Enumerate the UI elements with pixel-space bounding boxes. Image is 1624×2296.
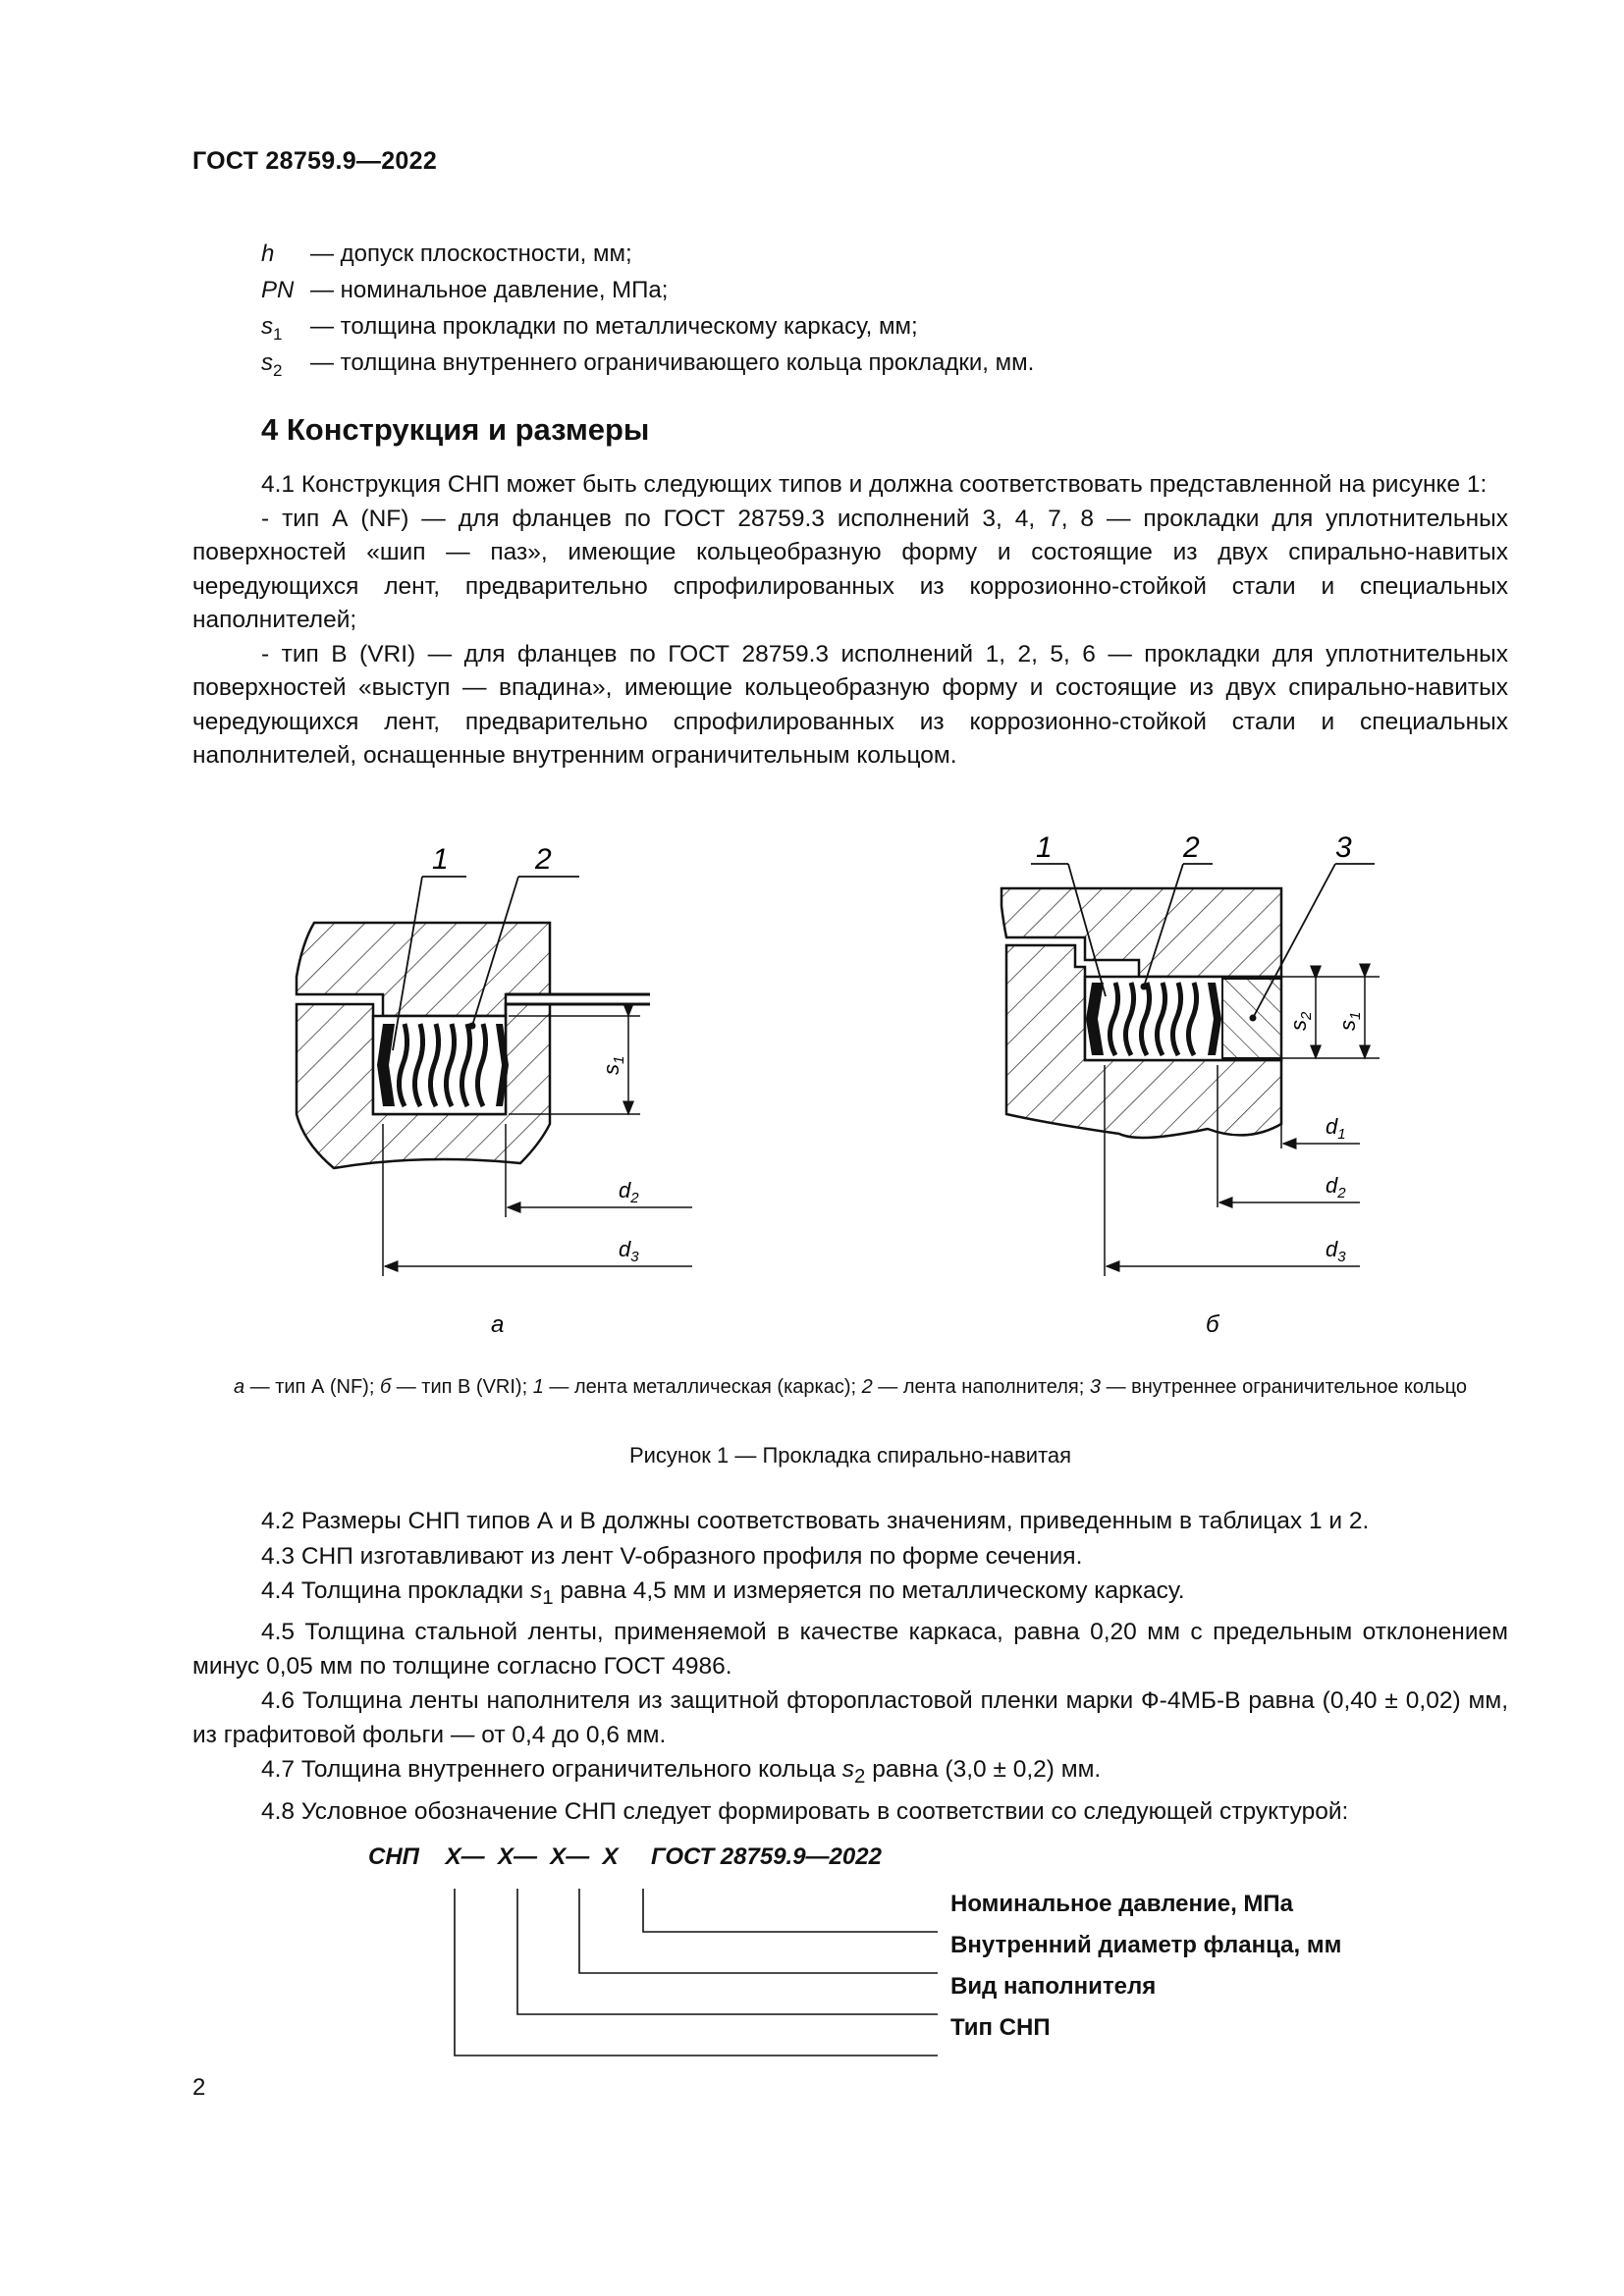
dim-b-d2: $d_2$ (1326, 1173, 1346, 1201)
dim-b-s2: $s_2$ (1286, 1011, 1315, 1031)
drawing-type-a (297, 843, 692, 1338)
paragraph: 4.1 Конструкция СНП может быть следующих типов и должна соответствовать представленной на рисунке 1: (261, 471, 1488, 498)
dim-b-d3: $d_3$ (1326, 1237, 1346, 1265)
figure-1 (275, 829, 1384, 1350)
designation-item-nominal-pressure: Номинальное давление, МПа (950, 1891, 1294, 1917)
dim-b-d1: $d_1$ (1326, 1114, 1346, 1143)
gasket-drawing (275, 829, 1384, 1350)
symbol-description: — толщина внутреннего ограничивающего кольца прокладки, мм. (310, 349, 1035, 376)
symbol-description: — допуск плоскостности, мм; (310, 240, 632, 267)
paragraph: - тип В (VRI) — для фланцев по ГОСТ 28759.3 исполнений 1, 2, 5, 6 — прокладки для уплотнительных поверхностей «выступ — впадина», имеющие кольцеобразную форму и состоящие из двух спирально-навитых чередующихся лент, предварительно спрофилированных из коррозионно-стойкой стали и специальных наполнителей, оснащенные внутренним ограничительным кольцом. (192, 640, 1508, 769)
symbol-description: — номинальное давление, МПа; (310, 277, 669, 303)
dim-b-s1: $s_1$ (1335, 1011, 1364, 1031)
designation-code: СНП Х— Х— Х— Х ГОСТ 28759.9—2022 (368, 1843, 882, 1870)
figure-legend: а — тип А (NF); б — тип В (VRI); 1 — лента металлическая (каркас); 2 — лента наполнителя; 3 — внутреннее ограничительное кольцо (233, 1376, 1468, 1398)
paragraph: 4.2 Размеры СНП типов А и В должны соответствовать значениям, приведенным в таблицах 1 и 2. (261, 1508, 1370, 1534)
symbol: h (261, 240, 275, 267)
symbol: $s_1$ (261, 313, 283, 344)
paragraph: 4.7 Толщина внутреннего ограничительного кольца $s_2$ равна (3,0 ± 0,2) мм. (261, 1756, 1102, 1789)
designation-item-flange-diameter: Внутренний диаметр фланца, мм (950, 1932, 1342, 1958)
paragraph: 4.4 Толщина прокладки $s_1$ равна 4,5 мм и измеряется по металлическому каркасу. (261, 1577, 1185, 1609)
symbol: $s_2$ (261, 349, 283, 380)
paragraph: 4.6 Толщина ленты наполнителя из защитной фторопластовой пленки марки Ф-4МБ-В равна (0,40 ± 0,02) мм, из графитовой фольги — от 0,4 до 0,6 мм. (192, 1687, 1508, 1748)
callout-b-3: 3 (1335, 831, 1352, 864)
paragraph: - тип А (NF) — для фланцев по ГОСТ 28759.3 исполнений 3, 4, 7, 8 — прокладки для уплотнительных поверхностей «шип — паз», имеющие кольцеобразную форму и состоящие из двух спирально-навитых чередующихся лент, предварительно спрофилированных из коррозионно-стойкой стали и специальных наполнителей; (192, 505, 1508, 633)
paragraph: 4.3 СНП изготавливают из лент V-образного профиля по форме сечения. (261, 1542, 1083, 1570)
document-header: ГОСТ 28759.9—2022 (192, 147, 438, 175)
paragraph: 4.8 Условное обозначение СНП следует формировать в соответствии со следующей структурой: (261, 1797, 1349, 1825)
body-text-top (192, 468, 1508, 774)
dim-a-d2: $d_2$ (619, 1178, 639, 1206)
figure-label-a: а (491, 1311, 505, 1338)
figure-label-b: б (1206, 1311, 1219, 1338)
symbol-list (261, 236, 1034, 381)
callout-a-2: 2 (535, 843, 552, 876)
symbol-row (261, 236, 1034, 272)
page-number: 2 (192, 2074, 206, 2101)
symbol-row (261, 345, 1034, 381)
paragraph: 4.5 Толщина стальной ленты, применяемой в качестве каркаса, равна 0,20 мм с предельным отклонением минус 0,05 мм по толщине согласно ГОСТ 4986. (192, 1619, 1508, 1680)
callout-a-1: 1 (432, 843, 449, 876)
symbol: PN (261, 277, 295, 303)
section-title: 4 Конструкция и размеры (261, 412, 650, 447)
figure-title: Рисунок 1 — Прокладка спирально-навитая (628, 1443, 1072, 1468)
symbol-description: — толщина прокладки по металлическому каркасу, мм; (310, 313, 918, 340)
callout-b-2: 2 (1183, 831, 1200, 864)
symbol-row (261, 272, 1034, 308)
dim-a-d3: $d_3$ (619, 1237, 639, 1265)
designation-structure (368, 1843, 1350, 2059)
designation-item-gasket-type: Тип СНП (950, 2014, 1051, 2041)
designation-item-filler-type: Вид наполнителя (950, 1973, 1157, 2000)
upper-flange-a (297, 923, 550, 1016)
drawing-type-b (1001, 831, 1380, 1338)
symbol-row (261, 308, 1034, 345)
callout-b-1: 1 (1036, 831, 1053, 864)
body-text-bottom (192, 1505, 1508, 1830)
dim-a-s1: $s_1$ (599, 1055, 627, 1075)
